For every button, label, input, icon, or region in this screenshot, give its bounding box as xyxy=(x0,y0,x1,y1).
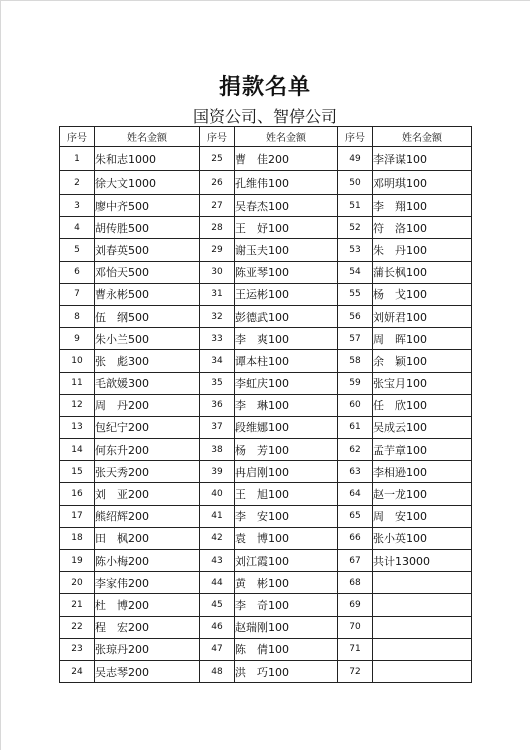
seq-cell: 3 xyxy=(60,195,95,217)
name-amount-cell: 周 丹200 xyxy=(95,394,200,416)
name-amount-cell: 徐大文1000 xyxy=(95,171,200,195)
table-header-row xyxy=(60,127,472,147)
seq-cell: 55 xyxy=(338,283,373,305)
seq-cell: 45 xyxy=(200,594,235,616)
document-subtitle: 国资公司、智停公司 xyxy=(192,107,337,126)
seq-cell: 35 xyxy=(200,372,235,394)
table-row xyxy=(60,217,472,239)
seq-cell: 21 xyxy=(60,594,95,616)
name-amount-cell: 包纪宁200 xyxy=(95,416,200,438)
seq-cell: 6 xyxy=(60,261,95,283)
name-amount-cell: 伍 纲500 xyxy=(95,305,200,327)
name-amount-cell: 廖中齐500 xyxy=(95,195,200,217)
name-amount-cell: 李 安100 xyxy=(235,505,338,527)
seq-cell: 38 xyxy=(200,439,235,461)
seq-cell: 10 xyxy=(60,350,95,372)
name-amount-cell: 陈亚琴100 xyxy=(235,261,338,283)
seq-cell: 69 xyxy=(338,594,373,616)
seq-cell: 5 xyxy=(60,239,95,261)
name-amount-cell: 段维娜100 xyxy=(235,416,338,438)
name-amount-cell xyxy=(373,660,472,682)
name-amount-cell: 谭本柱100 xyxy=(235,350,338,372)
name-amount-cell: 王 妤100 xyxy=(235,217,338,239)
seq-cell: 2 xyxy=(60,171,95,195)
name-amount-cell: 胡传胜500 xyxy=(95,217,200,239)
seq-cell: 8 xyxy=(60,305,95,327)
name-amount-cell: 朱 丹100 xyxy=(373,239,472,261)
seq-cell: 18 xyxy=(60,527,95,549)
name-amount-cell: 刘春英500 xyxy=(95,239,200,261)
name-amount-cell: 谢玉夫100 xyxy=(235,239,338,261)
name-amount-cell: 毛歆媛300 xyxy=(95,372,200,394)
seq-cell: 1 xyxy=(60,147,95,171)
seq-cell: 59 xyxy=(338,372,373,394)
donor-table xyxy=(59,126,472,683)
seq-cell: 14 xyxy=(60,439,95,461)
name-amount-cell: 张琼丹200 xyxy=(95,638,200,660)
seq-cell: 60 xyxy=(338,394,373,416)
seq-cell: 72 xyxy=(338,660,373,682)
seq-cell: 42 xyxy=(200,527,235,549)
seq-cell: 40 xyxy=(200,483,235,505)
name-amount-cell: 李相逊100 xyxy=(373,461,472,483)
name-amount-cell xyxy=(373,616,472,638)
seq-cell: 20 xyxy=(60,572,95,594)
seq-cell: 11 xyxy=(60,372,95,394)
seq-cell: 23 xyxy=(60,638,95,660)
seq-cell: 47 xyxy=(200,638,235,660)
seq-cell: 68 xyxy=(338,572,373,594)
name-amount-cell: 洪 巧100 xyxy=(235,660,338,682)
seq-cell: 54 xyxy=(338,261,373,283)
header-seq-1: 序号 xyxy=(60,127,95,147)
seq-cell: 33 xyxy=(200,328,235,350)
name-amount-cell: 符 洛100 xyxy=(373,217,472,239)
header-name-amount-2: 姓名金额 xyxy=(235,127,338,147)
seq-cell: 17 xyxy=(60,505,95,527)
seq-cell: 41 xyxy=(200,505,235,527)
header-name-amount-1: 姓名金额 xyxy=(95,127,200,147)
seq-cell: 49 xyxy=(338,147,373,171)
seq-cell: 52 xyxy=(338,217,373,239)
name-amount-cell: 刘江霞100 xyxy=(235,550,338,572)
seq-cell: 63 xyxy=(338,461,373,483)
table-row xyxy=(60,483,472,505)
seq-cell: 64 xyxy=(338,483,373,505)
name-amount-cell: 张宝月100 xyxy=(373,372,472,394)
name-amount-cell: 李 爽100 xyxy=(235,328,338,350)
table-row xyxy=(60,328,472,350)
name-amount-cell: 杜 博200 xyxy=(95,594,200,616)
name-amount-cell: 袁 博100 xyxy=(235,527,338,549)
name-amount-cell: 任 欣100 xyxy=(373,394,472,416)
name-amount-cell xyxy=(373,638,472,660)
name-amount-cell: 李家伟200 xyxy=(95,572,200,594)
name-amount-cell: 黄 彬100 xyxy=(235,572,338,594)
table-row xyxy=(60,372,472,394)
seq-cell: 32 xyxy=(200,305,235,327)
seq-cell: 24 xyxy=(60,660,95,682)
seq-cell: 61 xyxy=(338,416,373,438)
table-row xyxy=(60,572,472,594)
seq-cell: 4 xyxy=(60,217,95,239)
seq-cell: 46 xyxy=(200,616,235,638)
name-amount-cell xyxy=(373,594,472,616)
seq-cell: 50 xyxy=(338,171,373,195)
name-amount-cell: 张 彪300 xyxy=(95,350,200,372)
seq-cell: 66 xyxy=(338,527,373,549)
name-amount-cell: 李虹庆100 xyxy=(235,372,338,394)
name-amount-cell: 李泽谋100 xyxy=(373,147,472,171)
table-row xyxy=(60,638,472,660)
table-row xyxy=(60,550,472,572)
table-row xyxy=(60,350,472,372)
table-row xyxy=(60,660,472,682)
seq-cell: 19 xyxy=(60,550,95,572)
table-body xyxy=(60,147,472,683)
header-name-amount-3: 姓名金额 xyxy=(373,127,472,147)
seq-cell: 28 xyxy=(200,217,235,239)
seq-cell: 48 xyxy=(200,660,235,682)
name-amount-cell: 陈 倩100 xyxy=(235,638,338,660)
name-amount-cell: 刘 亚200 xyxy=(95,483,200,505)
seq-cell: 31 xyxy=(200,283,235,305)
seq-cell: 16 xyxy=(60,483,95,505)
table-row xyxy=(60,305,472,327)
name-amount-cell: 周 安100 xyxy=(373,505,472,527)
name-amount-cell: 杨 芳100 xyxy=(235,439,338,461)
seq-cell: 70 xyxy=(338,616,373,638)
table-row xyxy=(60,283,472,305)
seq-cell: 12 xyxy=(60,394,95,416)
header-seq-3: 序号 xyxy=(338,127,373,147)
name-amount-cell: 冉启刚100 xyxy=(235,461,338,483)
name-amount-cell: 朱和志1000 xyxy=(95,147,200,171)
seq-cell: 22 xyxy=(60,616,95,638)
name-amount-cell: 杨 戈100 xyxy=(373,283,472,305)
name-amount-cell: 张小英100 xyxy=(373,527,472,549)
table-row xyxy=(60,505,472,527)
seq-cell: 26 xyxy=(200,171,235,195)
seq-cell: 36 xyxy=(200,394,235,416)
table-row xyxy=(60,461,472,483)
name-amount-cell: 王 旭100 xyxy=(235,483,338,505)
table-row xyxy=(60,527,472,549)
name-amount-cell: 孟芋章100 xyxy=(373,439,472,461)
seq-cell: 67 xyxy=(338,550,373,572)
document-title: 捐款名单 xyxy=(218,75,311,100)
name-amount-cell: 孔维伟100 xyxy=(235,171,338,195)
name-amount-cell: 熊绍辉200 xyxy=(95,505,200,527)
name-amount-cell: 朱小兰500 xyxy=(95,328,200,350)
seq-cell: 30 xyxy=(200,261,235,283)
seq-cell: 71 xyxy=(338,638,373,660)
seq-cell: 53 xyxy=(338,239,373,261)
header-seq-2: 序号 xyxy=(200,127,235,147)
table-row xyxy=(60,394,472,416)
seq-cell: 7 xyxy=(60,283,95,305)
seq-cell: 57 xyxy=(338,328,373,350)
name-amount-cell: 邓明琪100 xyxy=(373,171,472,195)
seq-cell: 56 xyxy=(338,305,373,327)
name-amount-cell: 刘妍君100 xyxy=(373,305,472,327)
seq-cell: 37 xyxy=(200,416,235,438)
seq-cell: 9 xyxy=(60,328,95,350)
seq-cell: 34 xyxy=(200,350,235,372)
seq-cell: 44 xyxy=(200,572,235,594)
seq-cell: 27 xyxy=(200,195,235,217)
name-amount-cell: 蒲长枫100 xyxy=(373,261,472,283)
seq-cell: 65 xyxy=(338,505,373,527)
seq-cell: 15 xyxy=(60,461,95,483)
name-amount-cell: 曹 佳200 xyxy=(235,147,338,171)
seq-cell: 51 xyxy=(338,195,373,217)
seq-cell: 13 xyxy=(60,416,95,438)
name-amount-cell: 李 奇100 xyxy=(235,594,338,616)
table-row xyxy=(60,416,472,438)
name-amount-cell: 田 枫200 xyxy=(95,527,200,549)
name-amount-cell: 吴志琴200 xyxy=(95,660,200,682)
table-row xyxy=(60,239,472,261)
seq-cell: 62 xyxy=(338,439,373,461)
table-row xyxy=(60,439,472,461)
seq-cell: 58 xyxy=(338,350,373,372)
table-row xyxy=(60,594,472,616)
name-amount-cell: 何东升200 xyxy=(95,439,200,461)
name-amount-cell: 邓怡天500 xyxy=(95,261,200,283)
name-amount-cell: 王运彬100 xyxy=(235,283,338,305)
name-amount-cell: 李 琳100 xyxy=(235,394,338,416)
name-amount-cell: 赵一龙100 xyxy=(373,483,472,505)
name-amount-cell: 余 颖100 xyxy=(373,350,472,372)
table-row xyxy=(60,171,472,195)
name-amount-cell: 曹永彬500 xyxy=(95,283,200,305)
name-amount-cell: 周 晖100 xyxy=(373,328,472,350)
table-row xyxy=(60,261,472,283)
name-amount-cell: 吴成云100 xyxy=(373,416,472,438)
name-amount-cell: 李 翔100 xyxy=(373,195,472,217)
seq-cell: 39 xyxy=(200,461,235,483)
seq-cell: 29 xyxy=(200,239,235,261)
name-amount-cell: 陈小梅200 xyxy=(95,550,200,572)
seq-cell: 43 xyxy=(200,550,235,572)
table-row xyxy=(60,147,472,171)
seq-cell: 25 xyxy=(200,147,235,171)
name-amount-cell xyxy=(373,572,472,594)
name-amount-cell: 程 宏200 xyxy=(95,616,200,638)
name-amount-cell: 共计13000 xyxy=(373,550,472,572)
name-amount-cell: 张天秀200 xyxy=(95,461,200,483)
table-row xyxy=(60,195,472,217)
name-amount-cell: 彭德武100 xyxy=(235,305,338,327)
name-amount-cell: 吴春杰100 xyxy=(235,195,338,217)
table-row xyxy=(60,616,472,638)
name-amount-cell: 赵瑞刚100 xyxy=(235,616,338,638)
